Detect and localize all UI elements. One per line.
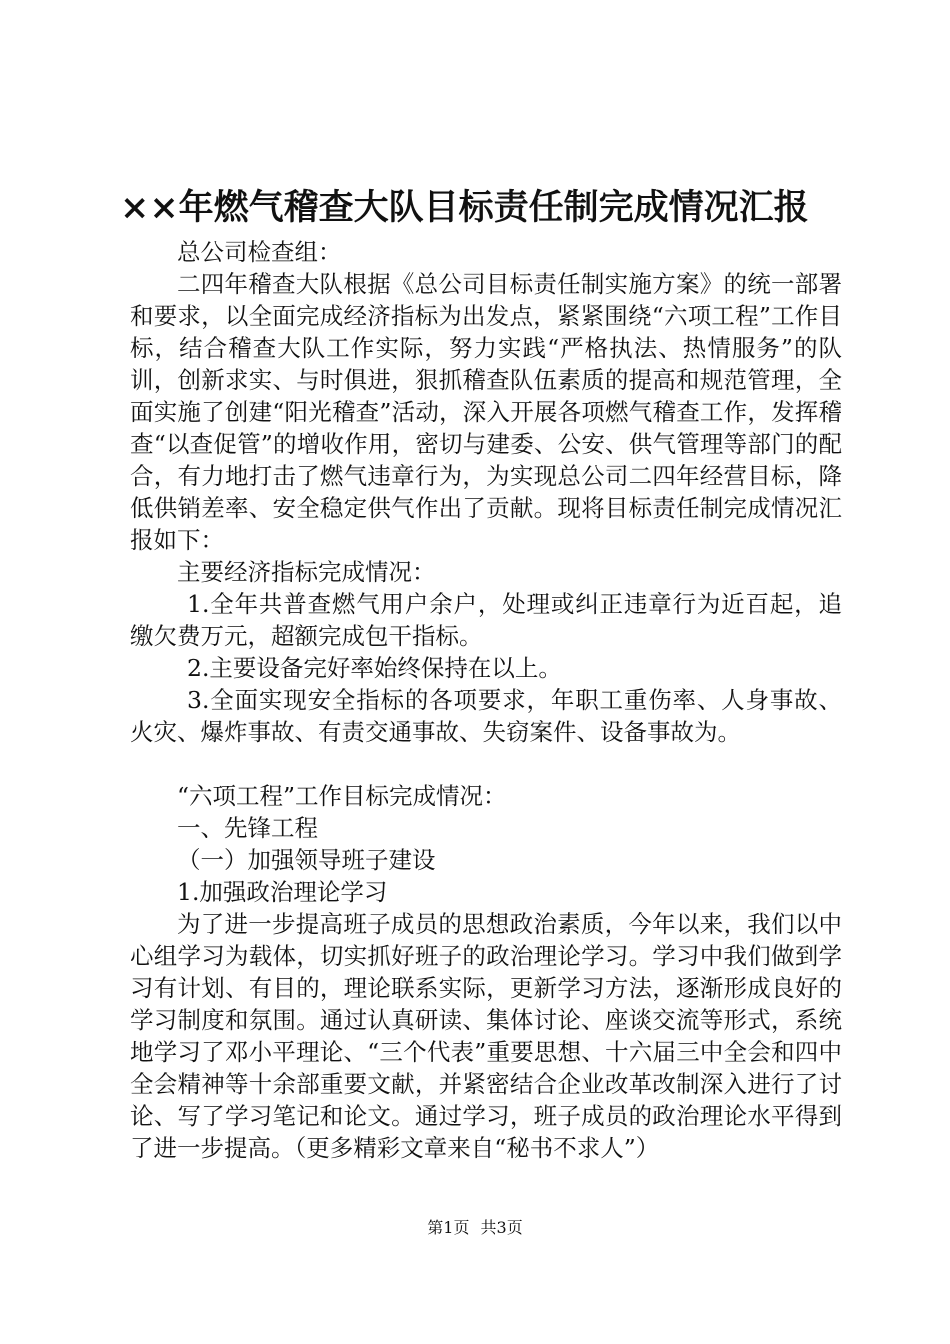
salutation-paragraph: 总公司检查组： [177, 238, 342, 266]
section-heading-six-projects: “六项工程”工作目标完成情况： [177, 782, 507, 810]
page-total: 共3页 [480, 1218, 523, 1237]
page-number: 第1页 [427, 1218, 470, 1237]
paragraph-gap [130, 748, 842, 780]
study-paragraph: 为了进一步提高班子成员的思想政治素质，今年以来，我们以中心组学习为载体，切实抓好班子的政治理论学习。学习中我们做到学习有计划、有目的，理论联系实际，更新学习方法，逐渐形成良好的学习制度和氛围。通过认真研读、集体讨论、座谈交流等形式，系统地学习了邓小平理论、“三个代表”重要思想、十六届三中全会和四中全会精神等十余部重要文献，并紧密结合企业改革改制深入进行了讨论、写了学习笔记和论文。通过学习，班子成员的政治理论水平得到了进一步提高。（更多精彩文章来自“秘书不求人”） [130, 910, 842, 1162]
subheading-leadership: （一）加强领导班子建设 [177, 846, 436, 874]
list-item-1: 1.全年共普查燃气用户余户，处理或纠正违章行为近百起，追缴欠费万元，超额完成包干指标。 [130, 590, 842, 650]
subheading-theory-study: 1.加强政治理论学习 [177, 878, 388, 906]
section-heading-economic: 主要经济指标完成情况： [177, 558, 436, 586]
subheading-vanguard: 一、先锋工程 [177, 814, 318, 842]
intro-paragraph: 二四年稽查大队根据《总公司目标责任制实施方案》的统一部署和要求，以全面完成经济指标为出发点，紧紧围绕“六项工程”工作目标，结合稽查大队工作实际，努力实践“严格执法、热情服务”的队训，创新求实、与时俱进，狠抓稽查队伍素质的提高和规范管理，全面实施了创建“阳光稽查”活动，深入开展各项燃气稽查工作，发挥稽查“以查促管”的增收作用，密切与建委、公安、供气管理等部门的配合，有力地打击了燃气违章行为，为实现总公司二四年经营目标，降低供销差率、安全稳定供气作出了贡献。现将目标责任制完成情况汇报如下： [130, 270, 842, 554]
list-item-3: 3.全面实现安全指标的各项要求，年职工重伤率、人身事故、火灾、爆炸事故、有责交通事故、失窃案件、设备事故为。 [130, 686, 842, 746]
document-body [130, 236, 842, 1164]
document-title: ××年燃气稽查大队目标责任制完成情况汇报 [120, 187, 809, 228]
page-footer [0, 1218, 950, 1238]
list-item-2: 2.主要设备完好率始终保持在以上。 [187, 654, 562, 682]
